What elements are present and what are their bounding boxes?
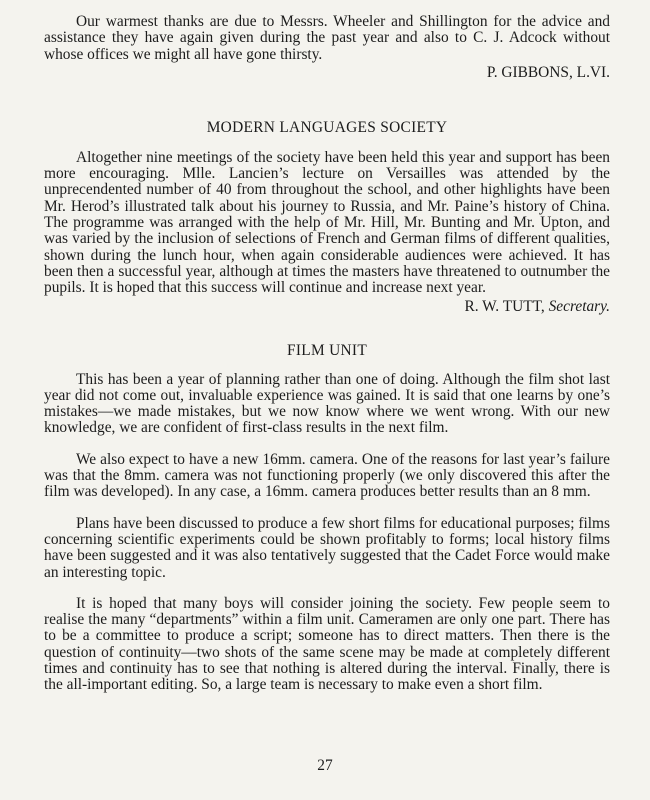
signature-role: Secretary. [548,297,610,315]
film-unit-paragraph-4: It is hoped that many boys will consider joining the society. Few people seem to realise the many “departments” within a film unit. Cameramen are only one part. There has to be a committee to produce a script; someone has to direct matters. Then there is the question of continuity—two shots of the same scene may be made at completely different times and continuity has to see that nothing is altered during the interval. Finally, there is the all-important editing. So, a large team is necessary to make even a short film. [44,594,610,694]
intro-signature: P. GIBBONS, L.VI. [486,63,610,81]
film-unit-paragraph-3: Plans have been discussed to produce a few short films for educational purposes; films concerning scientific experiments could be shown profitably to forms; local history films have been suggested and it was also tentatively suggested that the Cadet Force would make an interesting topic. [44,514,610,581]
page-number: 27 [317,757,333,774]
film-unit-paragraph-2: We also expect to have a new 16mm. camera. One of the reasons for last year’s failure was that the 8mm. camera was not functioning properly (we only discovered this after the film was developed). In any case, a 16mm. camera produces better results than an 8 mm. [44,450,610,501]
modern-languages-heading: MODERN LANGUAGES SOCIETY [206,118,448,136]
film-unit-paragraph-1: This has been a year of planning rather than one of doing. Although the film shot last year did not come out, invaluable experience was gained. It is said that one learns by one’s mistakes—we made mistakes, but we now know where we went wrong. With our new knowledge, we are confident of first-class results in the next film. [44,370,610,437]
modern-languages-paragraph: Altogether nine meetings of the society have been held this year and support has been more encouraging. Mlle. Lancien’s lecture on Versailles was attended by the unprecendented number of 40 from throughout the school, and other highlights have been Mr. Herod’s illustrated talk about his journey to Russia, and Mr. Paine’s history of China. The programme was arranged with the help of Mr. Hill, Mr. Bunting and Mr. Upton, and was varied by the inclusion of selections of French and German films of different qualities, shown during the lunch hour, when again considerable audiences were achieved. It has been then a successful year, although at times the masters have threatened to outnumber the pupils. It is hoped that this success will continue and increase next year. [44,148,610,297]
intro-paragraph: Our warmest thanks are due to Messrs. Wheeler and Shillington for the advice and assistance they have again given during the past year and also to C. J. Adcock without whose offices we might all have gone thirsty. [44,13,610,63]
film-unit-heading: FILM UNIT [286,341,368,359]
signature-name: R. W. TUTT, [464,297,545,315]
modern-languages-signature [44,298,610,315]
